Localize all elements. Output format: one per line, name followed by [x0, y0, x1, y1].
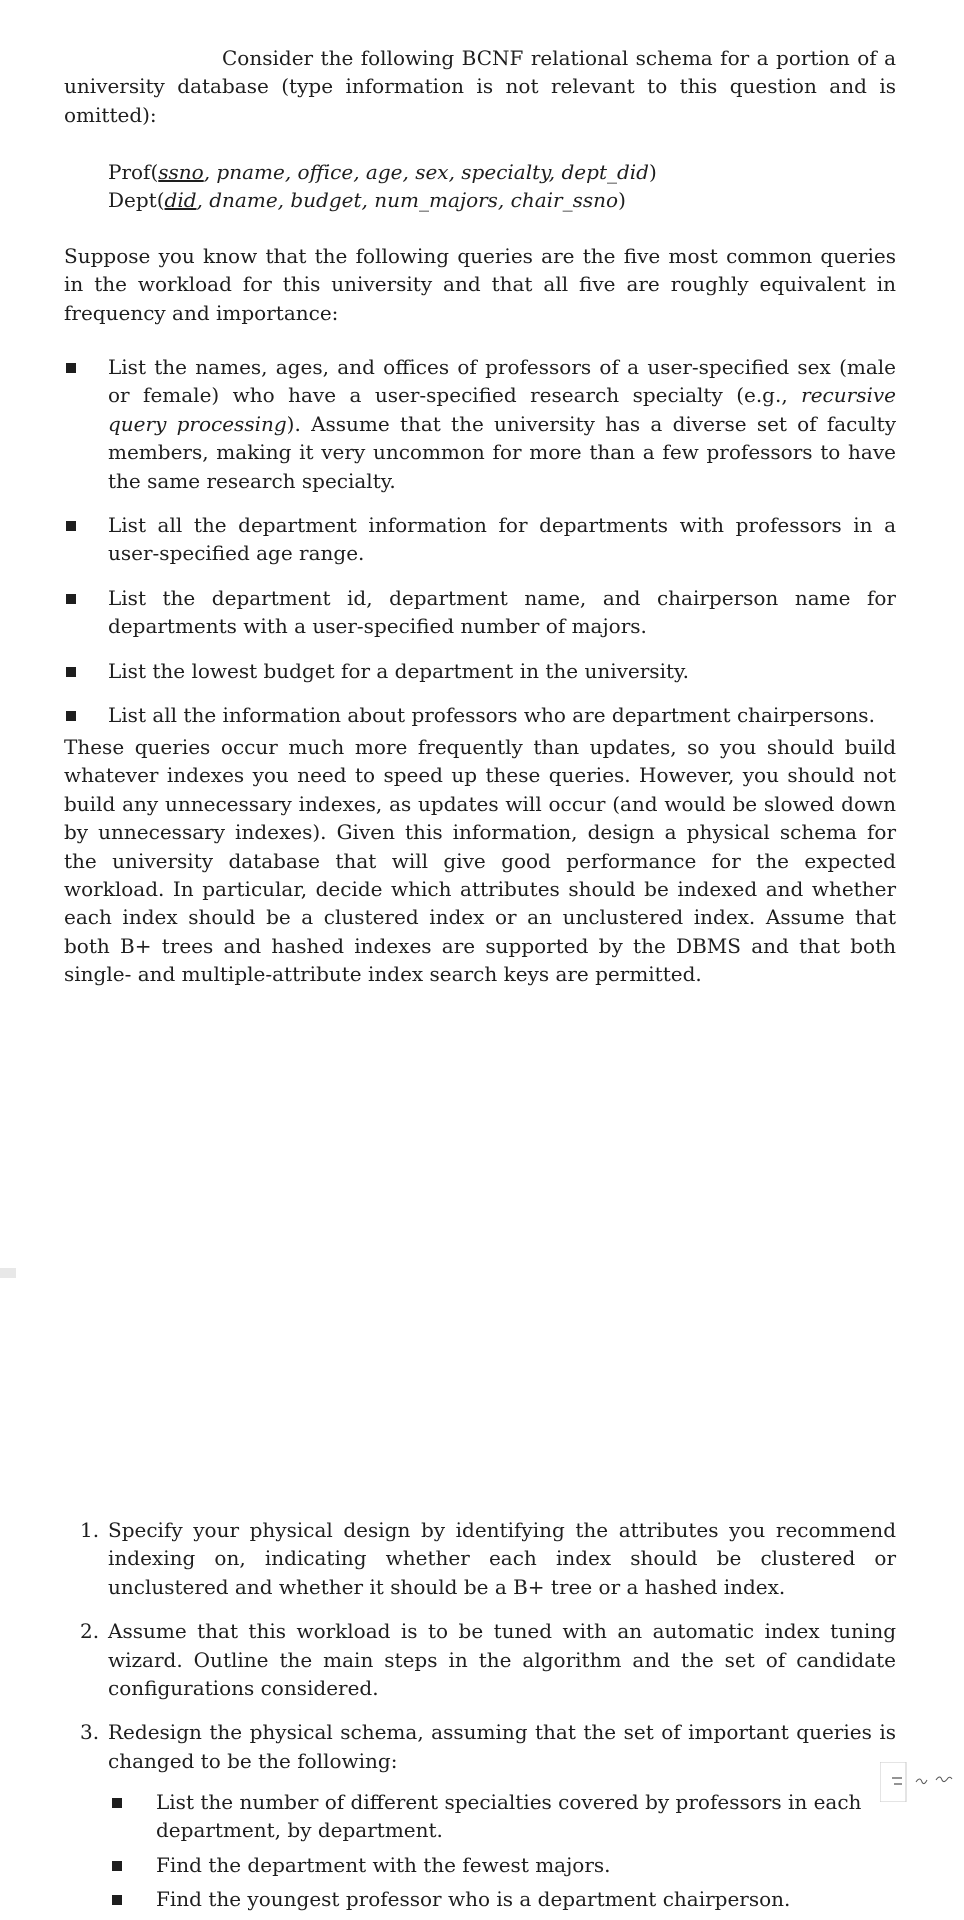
intro-paragraph [64, 44, 896, 129]
question-list [64, 1516, 896, 1791]
schema-dept: Dept(did, dname, budget, num_majors, chair_ssno) [108, 188, 626, 212]
design-paragraph: These queries occur much more frequently than updates, so you should build whatever indexes you need to speed up these queries. However, you should not build any unnecessary indexes, as updates will occur (and would be slowed down by unnecessary indexes). Given this information, design a physical schema for the university database that will give good performance for the expected workload. In particular, decide which attributes should be indexed and whether each index should be a clustered index or an unclustered index. Assume that both B+ trees and hashed indexes are supported by the DBMS and that both single- and multiple-attribute index search keys are permitted. [64, 735, 896, 987]
list-item: List the number of different specialties covered by professors in each department, by department. [108, 1788, 898, 1845]
list-item: List the names, ages, and offices of professors of a user-specified sex (male or female) who have a user-specified research specialty (e.g., recursive query processing). Assume that the university has a diverse set of faculty members, making it very uncommon for more than a few professors to have the same research specialty. [64, 353, 896, 495]
list-item: List all the information about professors who are department chairpersons. [64, 701, 896, 729]
bullet-icon [66, 594, 76, 604]
handwriting-scribble-icon [880, 1762, 964, 1802]
dept-key: did [164, 188, 197, 212]
list-item: List the department id, department name, and chairperson name for departments with a user-specified number of majors. [64, 584, 896, 641]
bullet-icon [66, 667, 76, 677]
bullet-icon [112, 1895, 122, 1905]
list-item: List the lowest budget for a department in the university. [64, 657, 896, 685]
workload-intro: Suppose you know that the following queries are the five most common queries in the workload for this university and that all five are roughly equivalent in frequency and importance: [64, 244, 896, 325]
bullet-icon [112, 1861, 122, 1871]
bullet-icon [112, 1798, 122, 1808]
question-item: 2. Assume that this workload is to be tuned with an automatic index tuning wizard. Outline the main steps in the algorithm and the set of candidate configurations considered. [80, 1619, 896, 1701]
question-item: 3. Redesign the physical schema, assuming that the set of important queries is changed to be the following: [80, 1720, 896, 1773]
question-item: 1. Specify your physical design by identifying the attributes you recommend indexing on, indicating whether each index should be clustered or unclustered and whether it should be a B+ tree or a hashed index. [80, 1518, 896, 1599]
list-item: Find the department with the fewest majors. [108, 1851, 898, 1879]
schema-prof: Prof(ssno, pname, office, age, sex, specialty, dept_did) [108, 160, 657, 184]
bullet-icon [66, 521, 76, 531]
query-list [64, 353, 896, 729]
new-query-list [108, 1788, 898, 1920]
bullet-icon [66, 711, 76, 721]
list-item: Find the youngest professor who is a department chairperson. [108, 1885, 898, 1913]
prof-key: ssno [158, 160, 204, 184]
list-item: List all the department information for departments with professors in a user-specified age range. [64, 511, 896, 568]
scan-artifact [0, 1268, 16, 1278]
intro-text: Consider the following BCNF relational schema for a portion of a university database (type information is not relevant to this question and is omitted): [64, 46, 896, 127]
bullet-icon [66, 363, 76, 373]
relational-schema [108, 158, 657, 214]
